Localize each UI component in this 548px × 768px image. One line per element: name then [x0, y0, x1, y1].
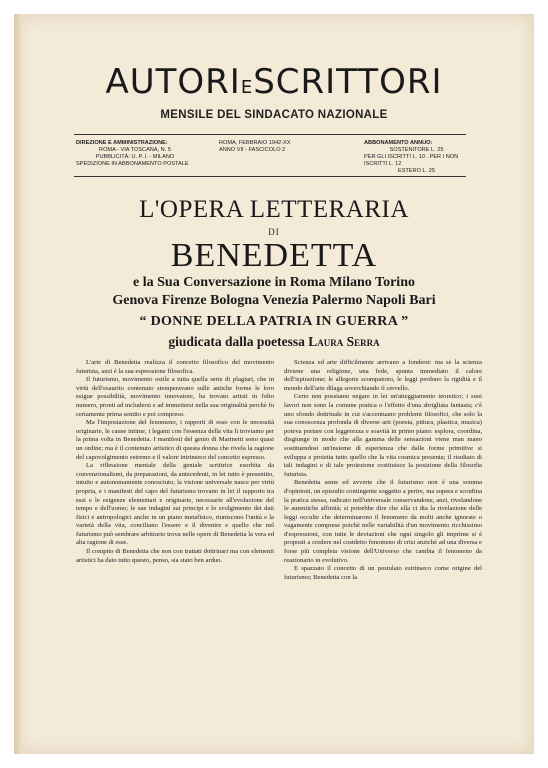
article-column-left	[76, 359, 274, 565]
article-heading-di: DI	[268, 227, 280, 237]
article-heading: L'OPERA LETTERARIA	[139, 196, 409, 223]
article-byline	[14, 334, 534, 350]
article-column-right	[284, 359, 482, 582]
byline-prefix: giudicata dalla poetessa	[168, 334, 305, 349]
info-subscription-line: PER GLI ISCRITTI L. 10 . PER I NON ISCRITTI L. 12	[364, 154, 459, 167]
paragraph: Il futurismo, movimento ostile a tutta quella serie di plagiari, che in virtù dell'esaurito contenuto stemperavano sulle antiche forme le loro esigue possibilità, movimento innovatore, ha trovato artisti in folto numero, pronti ad includersi e ad immettersi nella sua originalità perchè fu certamente prima sentito e poi compreso.	[76, 376, 274, 418]
info-direction-line: ROMA - VIA TOSCANA, N. 5	[99, 147, 171, 153]
masthead-title	[14, 62, 534, 102]
info-direction	[76, 140, 194, 174]
masthead-subtitle: MENSILE DEL SINDACATO NAZIONALE	[160, 109, 388, 121]
info-subscription	[364, 140, 469, 174]
article-subheading-2: Genova Firenze Bologna Venezia Palermo Napoli Bari	[112, 293, 436, 308]
paragraph: Certo non possiamo negare in lei un'atteggiamento teoretico; i suoi lavori non sono la comune pratica o l'effetto d'una sbrigliata fantasia; c'è uno sfondo dottrinale in cui s'accentuano problemi filosofici, che solo la sua conoscenza profonda di diverse arti (poesia, pittura, plastica, musica) poteva portare con leggerezza e soavità in primo piano: esplora, coordina, disgiunge in modo che alla gamma delle sensazioni viene man mano sostituendosi un'insieme di esperienza che dalle forme primitive si sviluppa e proietta tutto quello che la vita cosmica presenta; il risultato di tali indagini e di tale proiezione costituisce la posizione della filosofia futurista.	[284, 393, 482, 478]
article-name: BENEDETTA	[170, 237, 378, 274]
newspaper-page	[14, 14, 534, 754]
info-subscription-line: ESTERO L. 25	[398, 168, 435, 174]
info-issue-line: ROMA, FEBBRAIO 1942-XX	[219, 140, 291, 146]
info-subscription-line: SOSTENITORE L. 25	[389, 147, 444, 153]
info-direction-line: DIREZIONE E AMMINISTRAZIONE:	[76, 140, 168, 146]
info-issue-line: ANNO VII - FASCICOLO 2	[219, 147, 286, 153]
paragraph: Benedetta sente ed avverte che il futurismo non è una somma d'opinioni, un episodio contingente soggetto a perire, ma supera e sconfina la pratica stessa, radicato nell'universale conservandone, anzi, rivelandone le autentiche affinità; si potrebbe dire che ella ci dia la rivelazione delle leggi occulte che determinarono il fenomeno da molti anche ignorate o vagamente comprese poichè nelle variabilità d'un movimento ricchissimo d'espressioni, con tutte le deviazioni che ogni singolo gli imprime si è proposti a credere nel costdetto fenomeno di crisi anzichè ad una diversa e forse più completa visione dell'Universo che cambia il fenomeno da reazionario in evolutivo.	[284, 479, 482, 564]
page-spine	[14, 14, 23, 754]
article-quote: “ DONNE DELLA PATRIA IN GUERRA ”	[139, 314, 409, 329]
masthead-title-e: E	[240, 77, 254, 98]
byline-name: Laura Serra	[308, 334, 380, 349]
info-subscription-line: ABBONAMENTO ANNUO:	[364, 140, 433, 146]
info-direction-line: PUBBLICITÀ: U. P. I. - MILANO	[95, 154, 175, 160]
paragraph: Il compito di Benedetta che non con trattati dottrinari ma con elementi artistici ha dato tutto questo, penso, sia stato ben arduo.	[76, 548, 274, 564]
paragraph: La riflessione mentale della geniale scrittrice esorbita da convenzionalismi, da preparazioni, da antecedenti, in lei tutto è presentito, intuito e autonomamente conosciuto; la visione universale nasce per virtù propria, e i manifesti del capo del futurismo trovano in lei il rapporto tra essi e le esigenze elementari e originarie, necessarie all'evoluzione del tempo e dell'uomo; le sue indagini sui principi e lo svolgimento dei dati fisici e antropologici anche in un piano metafisico, riuniscono l'unità e la varietà della vita, conciliano l'essere e il divenire e quello che nel futurismo può sembrare arbitrario trova nelle opere di Benedetta la vera ed alta ragione di esse.	[76, 462, 274, 547]
info-issue	[219, 140, 319, 174]
paragraph: L'arte di Benedetta realizza il concetto filosofico del movimento futurista, anzi è la sua espressione filosofica.	[76, 359, 274, 375]
masthead-title-part1: AUTORI	[105, 62, 241, 102]
paragraph: Scienza ed arte difficilmente arrivano a fondersi: ma se la scienza diviene una religione, una fede, spunta immediato il calore dell'ispirazione; le allegorie scompaiono, le leggi perdono la rigidità e il mondo dell'arte dilaga soverchiando il cervello.	[284, 359, 482, 392]
info-direction-line: SPEDIZIONE IN ABBONAMENTO POSTALE	[76, 161, 189, 167]
masthead-bottom-rule	[74, 176, 466, 177]
masthead-top-rule	[74, 134, 466, 135]
paragraph: E spazzato il concetto di un postulato estrinseco come origine del futurismo; Benedetta con la	[284, 565, 482, 581]
paragraph: Ma l'impostazione del fenomeno, i rapporti di esso con le necessità originarie, le cause intime, i legami con l'essenza della vita li troviamo per la prima volta in Benedetta. I manifesti del genio di Marinetti sono quasi un ordine; ma è il contenuto artistico di questa donna che rivela la ragione del capovolgimento estremo e il valore intrinseco del concetto espresso.	[76, 419, 274, 461]
masthead-title-part2: SCRITTORI	[253, 62, 443, 102]
article-subheading-1: e la Sua Conversazione in Roma Milano Torino	[133, 275, 415, 290]
